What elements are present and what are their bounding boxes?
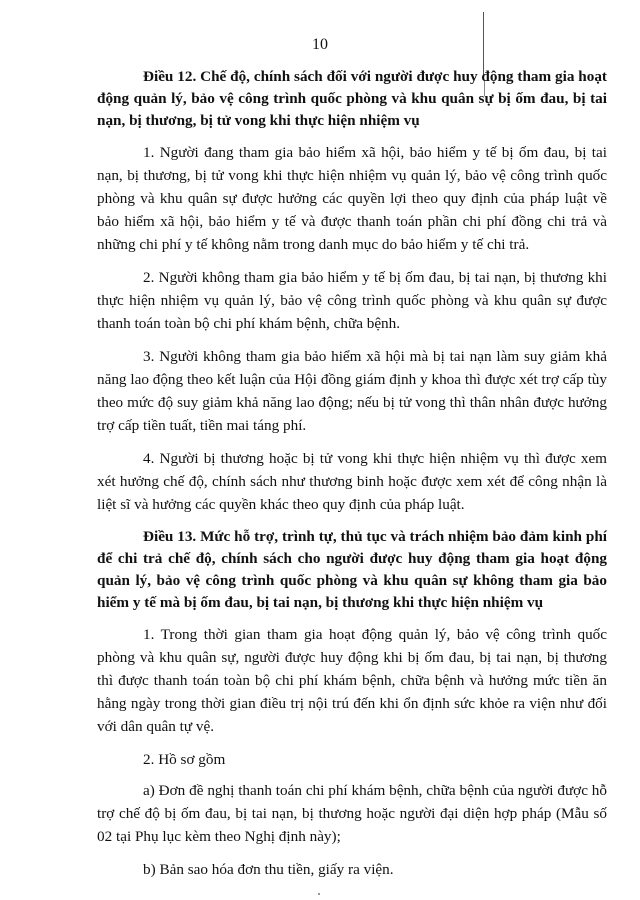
article-13-title: Điều 13. Mức hỗ trợ, trình tự, thủ tục và trách nhiệm bảo đảm kinh phí để chi trả chế độ, chính sách cho người được huy động tham gia hoạt động quản lý, bảo vệ công trình quốc phòng và khu quân sự không tham gia bảo hiểm y tế mà bị ốm đau, bị tai nạn, bị thương khi thực hiện nhiệm vụ: [97, 528, 607, 611]
page-number: 10: [312, 36, 328, 53]
article-12-clause-4: 4. Người bị thương hoặc bị tử vong khi thực hiện nhiệm vụ thì được xem xét hưởng chế độ, chính sách như thương binh hoặc được xem xét để công nhận là liệt sĩ và hưởng các quyền khác theo quy định của pháp luật.: [97, 450, 607, 513]
article-12-clause-2: 2. Người không tham gia bảo hiểm y tế bị ốm đau, bị tai nạn, bị thương khi thực hiện nhiệm vụ quản lý, bảo vệ công trình quốc phòng và khu quân sự được thanh toán toàn bộ chi phí khám bệnh, chữa bệnh.: [97, 269, 607, 332]
document-body: [97, 66, 607, 891]
article-12-title: Điều 12. Chế độ, chính sách đối với người được huy động tham gia hoạt động quản lý, bảo vệ công trình quốc phòng và khu quân sự bị ốm đau, bị tai nạn, bị thương, bị tử vong khi thực hiện nhiệm vụ: [97, 68, 607, 129]
article-13-clause-2b: b) Bản sao hóa đơn thu tiền, giấy ra viện.: [143, 861, 394, 878]
scan-speck: [318, 893, 320, 895]
article-12-clause-3: 3. Người không tham gia bảo hiểm xã hội mà bị tai nạn làm suy giảm khả năng lao động theo kết luận của Hội đồng giám định y khoa thì được xét trợ cấp tùy theo mức độ suy giảm khả năng lao động; nếu bị tử vong thì thân nhân được hưởng trợ cấp tiền tuất, tiền mai táng phí.: [97, 348, 607, 434]
article-12-clause-1: 1. Người đang tham gia bảo hiểm xã hội, bảo hiểm y tế bị ốm đau, bị tai nạn, bị thương, bị tử vong khi thực hiện nhiệm vụ quản lý, bảo vệ công trình quốc phòng và khu quân sự được hưởng các quyền lợi theo quy định của pháp luật về bảo hiểm xã hội, bảo hiểm y tế và được thanh toán phần chi phí đồng chi trả và những chi phí y tế không nằm trong danh mục do bảo hiểm y tế chi trả.: [97, 144, 607, 253]
article-13-clause-2a: a) Đơn đề nghị thanh toán chi phí khám bệnh, chữa bệnh của người được hỗ trợ chế độ bị ốm đau, bị tai nạn, bị thương hoặc người đại diện hợp pháp (Mẫu số 02 tại Phụ lục kèm theo Nghị định này);: [97, 782, 607, 845]
article-13-clause-1: 1. Trong thời gian tham gia hoạt động quản lý, bảo vệ công trình quốc phòng và khu quân sự, người được huy động khi bị ốm đau, bị tai nạn, bị thương thì được thanh toán toàn bộ chi phí khám bệnh, chữa bệnh và hưởng mức tiền ăn hằng ngày trong thời gian điều trị nội trú đến khi ổn định sức khỏe ra viện như đối với dân quân tự vệ.: [97, 626, 607, 735]
article-13-clause-2: 2. Hồ sơ gồm: [143, 751, 226, 768]
